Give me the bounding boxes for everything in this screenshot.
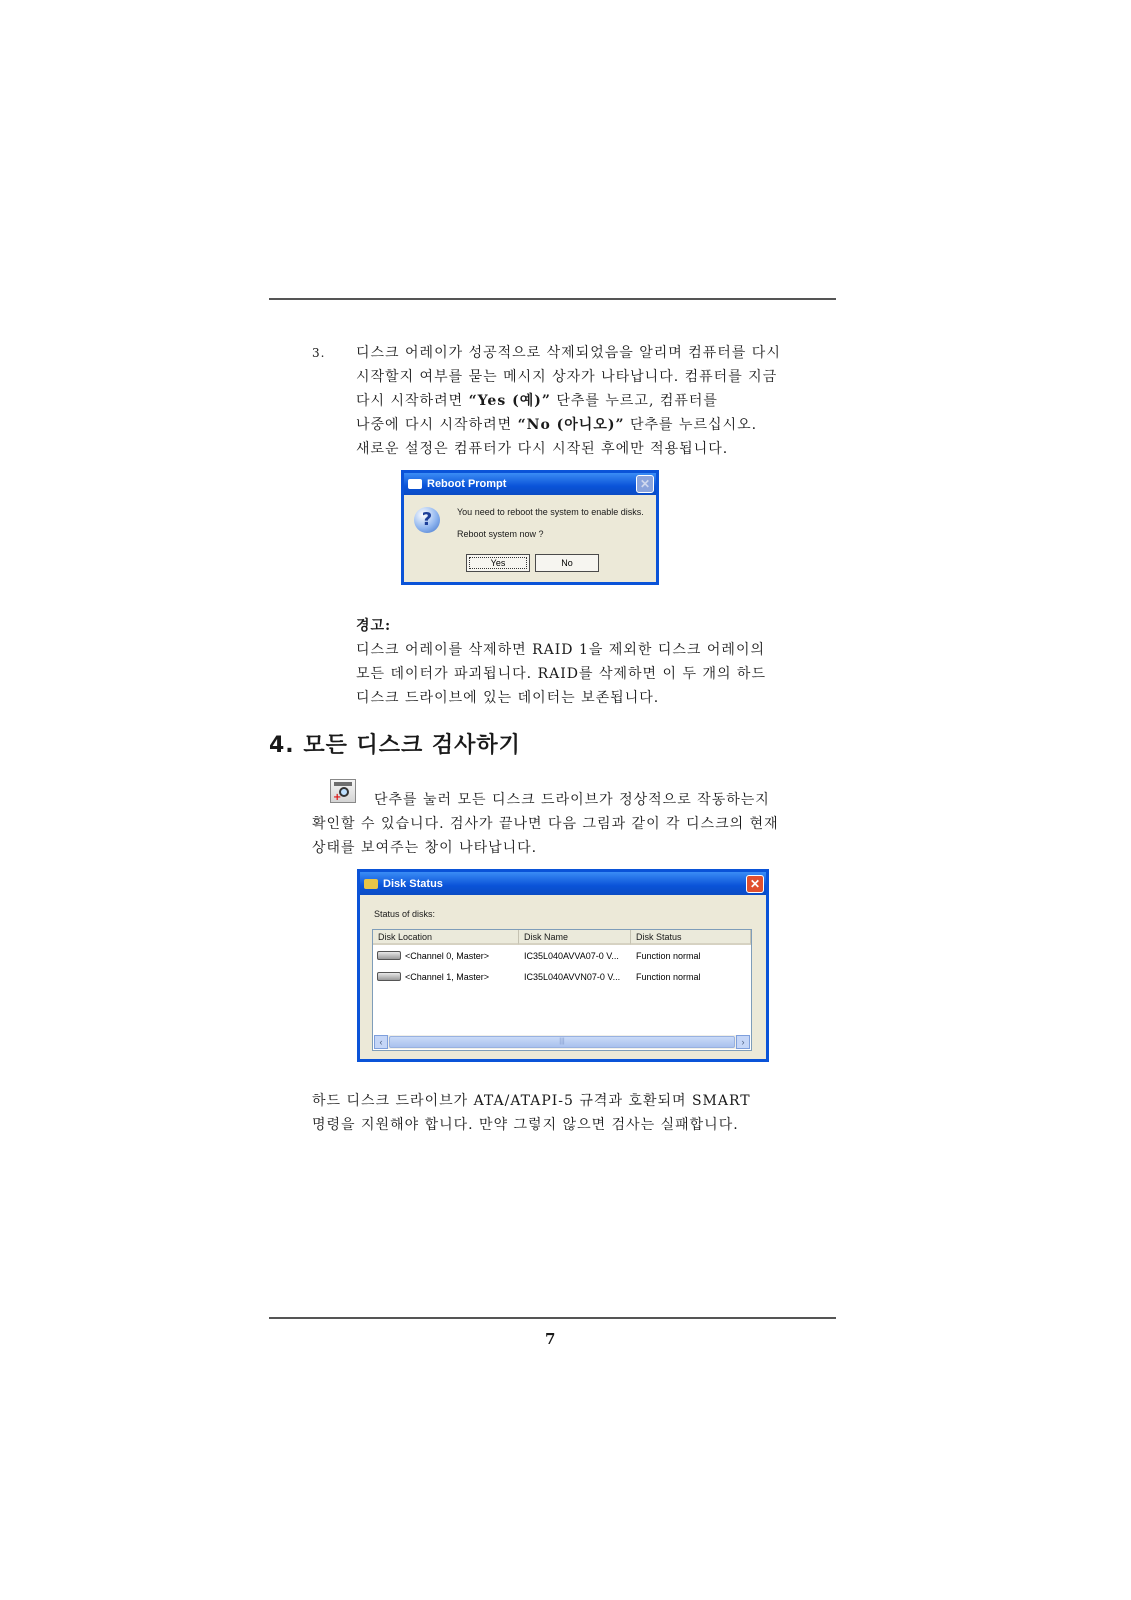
reboot-prompt-dialog bbox=[401, 470, 659, 585]
row1-location: <Channel 0, Master> bbox=[405, 951, 490, 961]
section4-para-line1: 단추를 눌러 모든 디스크 드라이브가 정상적으로 작동하는지 bbox=[374, 792, 770, 808]
window-icon bbox=[364, 879, 378, 889]
disk-status-title: Disk Status bbox=[383, 877, 443, 890]
warning-line1: 디스크 어레이를 삭제하면 RAID 1을 제외한 디스크 어레이의 bbox=[356, 642, 765, 658]
reboot-message-1: You need to reboot the system to enable disks. bbox=[457, 507, 644, 517]
disk-check-icon-bar bbox=[334, 782, 352, 786]
scroll-left-button[interactable]: ‹ bbox=[374, 1035, 388, 1049]
disk-check-icon[interactable] bbox=[330, 779, 356, 803]
close-icon[interactable]: ✕ bbox=[746, 875, 764, 893]
yes-quote: “Yes (예)” bbox=[468, 393, 551, 409]
step3-line3-post: 단추를 누르고, 컴퓨터를 bbox=[550, 393, 718, 409]
step3-line3 bbox=[356, 389, 718, 413]
reboot-message-2: Reboot system now ? bbox=[457, 529, 544, 539]
row2-location: <Channel 1, Master> bbox=[405, 972, 490, 982]
scroll-right-button[interactable]: › bbox=[736, 1035, 750, 1049]
horizontal-scrollbar[interactable] bbox=[374, 1035, 750, 1049]
note-line2: 명령을 지원해야 합니다. 만약 그렇지 않으면 검사는 실패합니다. bbox=[312, 1117, 739, 1133]
column-disk-location[interactable]: Disk Location bbox=[373, 930, 519, 945]
hard-disk-icon bbox=[377, 972, 401, 981]
step3-line1: 디스크 어레이가 성공적으로 삭제되었음을 알리며 컴퓨터를 다시 bbox=[356, 345, 781, 361]
disk-status-titlebar bbox=[360, 872, 766, 895]
step3-line5: 새로운 설정은 컴퓨터가 다시 시작된 후에만 적용됩니다. bbox=[356, 441, 729, 457]
status-of-disks-label: Status of disks: bbox=[374, 909, 436, 919]
warning-title: 경고: bbox=[356, 618, 392, 634]
header-rule bbox=[269, 298, 836, 300]
row2-name: IC35L040AVVN07-0 V... bbox=[524, 972, 621, 982]
row2-status: Function normal bbox=[636, 972, 701, 982]
warning-line3: 디스크 드라이브에 있는 데이터는 보존됩니다. bbox=[356, 690, 660, 706]
disk-check-icon-plus: + bbox=[333, 792, 342, 803]
table-row[interactable] bbox=[373, 948, 751, 966]
scroll-grip: ||| bbox=[559, 1038, 565, 1045]
window-icon bbox=[408, 479, 422, 489]
step-number: 3. bbox=[312, 346, 326, 360]
page-number: 7 bbox=[545, 1330, 556, 1348]
hard-disk-icon bbox=[377, 951, 401, 960]
disk-status-dialog bbox=[357, 869, 769, 1062]
yes-button[interactable]: Yes bbox=[466, 554, 530, 572]
question-icon: ? bbox=[414, 507, 440, 533]
reboot-prompt-title: Reboot Prompt bbox=[427, 478, 507, 490]
scroll-thumb[interactable] bbox=[389, 1036, 735, 1048]
reboot-prompt-titlebar bbox=[404, 473, 656, 495]
row1-status: Function normal bbox=[636, 951, 701, 961]
column-disk-status[interactable]: Disk Status bbox=[631, 930, 751, 945]
no-quote: “No (아니오)” bbox=[517, 417, 625, 433]
row1-name: IC35L040AVVA07-0 V... bbox=[524, 951, 619, 961]
step3-line4 bbox=[356, 413, 757, 437]
step3-line3-pre: 다시 시작하려면 bbox=[356, 393, 469, 409]
disk-list-view[interactable] bbox=[372, 929, 752, 1051]
close-icon[interactable]: ✕ bbox=[636, 475, 654, 493]
step3-line4-post: 단추를 누르십시오. bbox=[624, 417, 758, 433]
warning-line2: 모든 데이터가 파괴됩니다. RAID를 삭제하면 이 두 개의 하드 bbox=[356, 666, 766, 682]
step3-line2: 시작할지 여부를 묻는 메시지 상자가 나타납니다. 컴퓨터를 지금 bbox=[356, 369, 778, 385]
note-line1: 하드 디스크 드라이브가 ATA/ATAPI-5 규격과 호환되며 SMART bbox=[312, 1093, 751, 1109]
step3-line4-pre: 나중에 다시 시작하려면 bbox=[356, 417, 518, 433]
no-button[interactable]: No bbox=[535, 554, 599, 572]
section-heading: 4. 모든 디스크 검사하기 bbox=[269, 733, 521, 758]
footer-rule bbox=[269, 1317, 836, 1319]
table-row[interactable] bbox=[373, 969, 751, 987]
section4-para-line3: 상태를 보여주는 창이 나타납니다. bbox=[312, 840, 538, 856]
column-disk-name[interactable]: Disk Name bbox=[519, 930, 631, 945]
section4-para-line2: 확인할 수 있습니다. 검사가 끝나면 다음 그림과 같이 각 디스크의 현재 bbox=[312, 816, 779, 832]
